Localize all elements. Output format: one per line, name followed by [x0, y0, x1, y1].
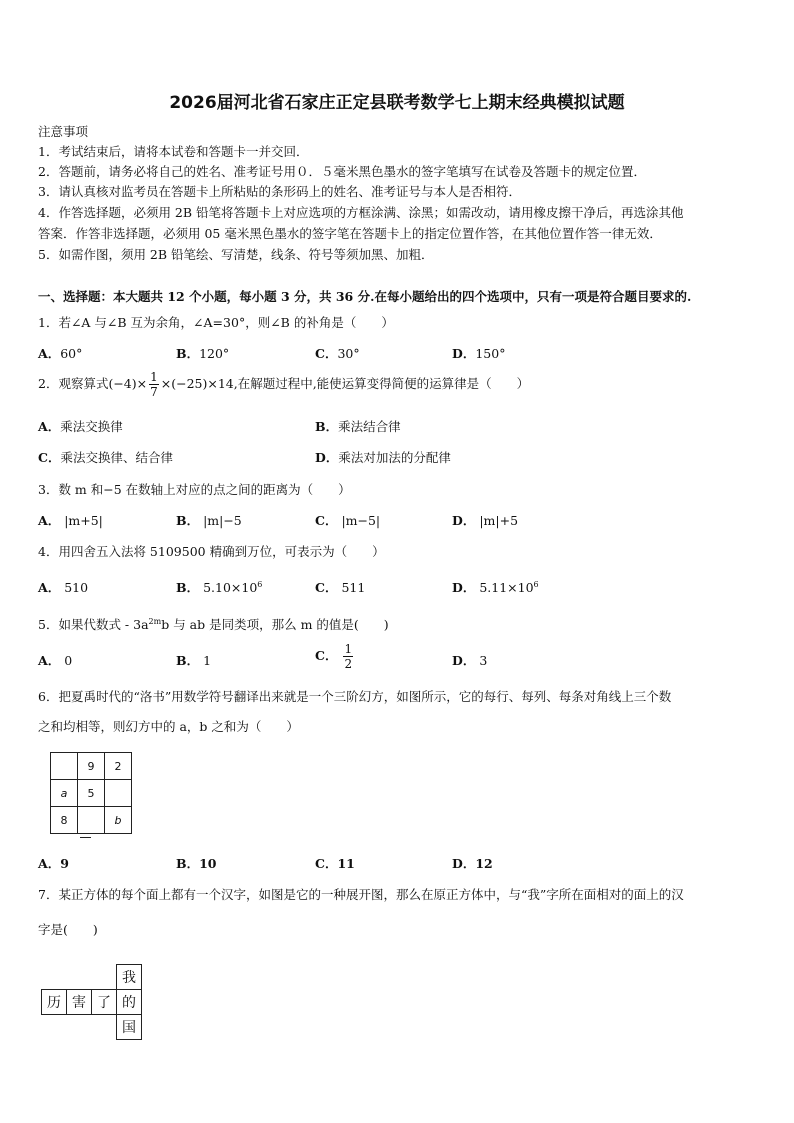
magic-cell: 8 [51, 807, 78, 834]
q4-option-c: C． 511 [315, 580, 366, 595]
q4-stem: 4．用四舍五入法将 5109500 精确到万位，可表示为（ ） [38, 544, 385, 559]
q1-stem: 1．若∠A 与∠B 互为余角，∠A=30°，则∠B 的补角是（ ） [38, 315, 394, 330]
q2-fraction: $\frac{1}{7}$ [150, 370, 158, 399]
q6-stem-line1: 6．把夏禹时代的“洛书”用数学符号翻译出来就是一个三阶幻方，如图所示，它的每行、每列、每条对角线上三个数 [38, 689, 672, 704]
q6-option-c: C．11 [315, 856, 355, 871]
q7-stem-line1: 7．某正方体的每个面上都有一个汉字，如图是它的一种展开图，那么在原正方体中，与“我”字所在面相对的面上的汉 [38, 887, 684, 902]
magic-cell-a: a [51, 780, 78, 807]
q5-option-c: C． $\frac{1}{2}$ [315, 642, 353, 671]
magic-cell [78, 807, 105, 834]
q7-stem-line2: 字是( ) [38, 922, 98, 937]
q5-fraction: $\frac{1}{2}$ [344, 642, 353, 671]
q1-option-c: C．30° [315, 346, 360, 361]
q2-option-a: A．乘法交换律 [38, 419, 123, 434]
notice-item-4-cont: 答案．作答非选择题，必须用 05 毫米黑色墨水的签字笔在答题卡上的指定位置作答，在其他位置作答一律无效． [38, 226, 662, 241]
q3-option-c: C． |m−5| [315, 513, 381, 528]
q1-option-a: A．60° [38, 346, 83, 361]
net-face: 的 [117, 990, 142, 1015]
q2-stem: 2．观察算式(−4)× $\frac{1}{7}$ ×(−25)×14,在解题过程中,能使运算变得简便的运算律是（ ） [38, 370, 530, 399]
q1-option-d: D．150° [452, 346, 506, 361]
magic-cell [51, 753, 78, 780]
cube-net [41, 964, 142, 1040]
notice-item-2: 2．答题前，请务必将自己的姓名、准考证号用０．５毫米黑色墨水的签字笔填写在试卷及答题卡的规定位置． [38, 164, 646, 179]
net-face: 我 [117, 965, 142, 990]
net-face: 国 [117, 1015, 142, 1040]
section-heading: 一、选择题：本大题共 12 个小题，每小题 3 分，共 36 分.在每小题给出的四个选项中，只有一项是符合题目要求的. [38, 289, 692, 304]
q6-option-a: A．9 [38, 856, 69, 871]
net-face: 了 [92, 990, 117, 1015]
q5-option-b: B． 1 [176, 653, 212, 668]
magic-cell: 5 [78, 780, 105, 807]
q4-option-b: B． $5.10\times 10^6$ [176, 579, 263, 595]
notice-item-1: 1．考试结束后，请将本试卷和答题卡一并交回． [38, 144, 309, 159]
q6-option-b: B．10 [176, 856, 217, 871]
q3-option-a: A． |m+5| [38, 513, 103, 528]
notice-heading: 注意事项 [38, 124, 89, 139]
magic-cell: 9 [78, 753, 105, 780]
q3-option-d: D． |m|+5 [452, 513, 519, 528]
net-face: 历 [42, 990, 67, 1015]
magic-cell: 2 [105, 753, 132, 780]
q5-option-d: D． 3 [452, 653, 488, 668]
page-title: 2026届河北省石家庄正定县联考数学七上期末经典模拟试题 [169, 93, 625, 113]
q4-option-d: D． $5.11\times 10^6$ [452, 579, 539, 595]
magic-cell-b: b [105, 807, 132, 834]
q6-option-d: D．12 [452, 856, 493, 871]
q1-option-b: B．120° [176, 346, 230, 361]
magic-square-mark [80, 837, 91, 838]
notice-item-5: 5．如需作图，须用 2B 铅笔绘、写清楚，线条、符号等须加黑、加粗． [38, 247, 434, 262]
q2-option-c: C．乘法交换律、结合律 [38, 450, 173, 465]
q6-stem-line2: 之和均相等，则幻方中的 a，b 之和为（ ） [38, 719, 299, 734]
q2-option-b: B．乘法结合律 [315, 419, 401, 434]
q3-stem: 3．数 m 和−5 在数轴上对应的点之间的距离为（ ） [38, 482, 351, 497]
magic-cell [105, 780, 132, 807]
magic-square [50, 752, 132, 834]
notice-item-3: 3．请认真核对监考员在答题卡上所粘贴的条形码上的姓名、准考证号与本人是否相符． [38, 184, 521, 199]
notice-item-4: 4．作答选择题，必须用 2B 铅笔将答题卡上对应选项的方框涂满、涂黑；如需改动，请用橡皮擦干净后，再选涂其他 [38, 205, 684, 220]
net-face: 害 [67, 990, 92, 1015]
q3-option-b: B． |m|−5 [176, 513, 242, 528]
q2-option-d: D．乘法对加法的分配律 [315, 450, 451, 465]
q5-option-a: A． 0 [38, 653, 73, 668]
q5-stem: 5．如果代数式 - $3a^{2m}b$ 与 ab 是同类项，那么 m 的值是( ) [38, 616, 389, 632]
q4-option-a: A． 510 [38, 580, 89, 595]
